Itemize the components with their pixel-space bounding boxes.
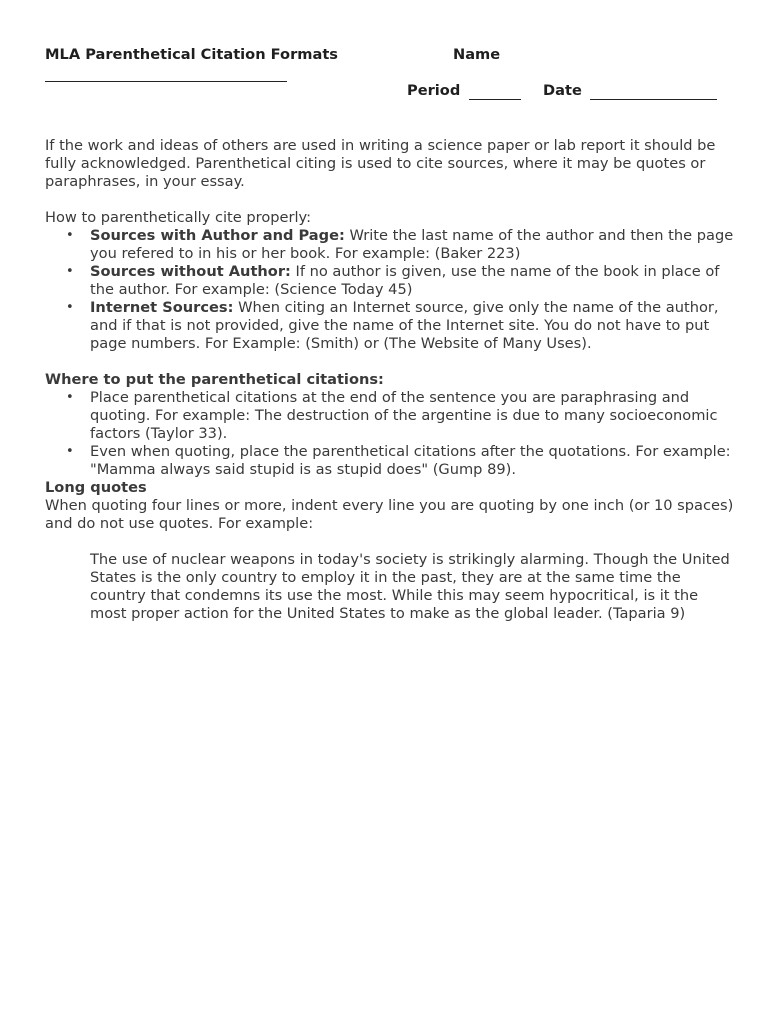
item-text: Write the last name of the author and then the page you refered to in his or her book. For example: (Baker 223) [90, 227, 734, 262]
document-title: MLA Parenthetical Citation Formats [45, 46, 338, 63]
where-heading: Where to put the parenthetical citations: [45, 371, 384, 388]
period-blank-line[interactable] [469, 99, 521, 100]
item-label: Sources without Author: [90, 263, 291, 280]
list-item: • Place parenthetical citations at the end of the sentence you are paraphrasing and quoting. For example: The destruction of the argentine is due to many socioeconomic factors (Taylor 33). [45, 389, 735, 443]
list-item: • Even when quoting, place the parenthetical citations after the quotations. For example: "Mamma always said stupid is as stupid does" (Gump 89). [45, 443, 735, 479]
date-blank-line[interactable] [590, 99, 717, 100]
item-label: Internet Sources: [90, 299, 234, 316]
name-label: Name [453, 46, 501, 63]
how-to-list [45, 227, 735, 353]
period-label: Period [407, 82, 461, 99]
item-text: If no author is given, use the name of the book in place of the author. For example: (Science Today 45) [90, 263, 720, 298]
list-item [45, 299, 735, 353]
intro-paragraph: If the work and ideas of others are used in writing a science paper or lab report it should be fully acknowledged. Parenthetical citing is used to cite sources, where it may be quotes or paraphrases, in your essay. [45, 137, 716, 190]
list-item [45, 227, 735, 263]
name-blank-line[interactable] [45, 81, 287, 82]
list-item [45, 263, 735, 299]
item-text: When citing an Internet source, give only the name of the author, and if that is not provided, give the name of the Internet site. You do not have to put page numbers. For Example: (Smith) or (The Website of Many Uses). [90, 299, 719, 352]
date-label: Date [543, 82, 582, 99]
where-list [45, 389, 735, 479]
item-label: Sources with Author and Page: [90, 227, 345, 244]
document-body [45, 137, 735, 623]
block-quote-example: The use of nuclear weapons in today's society is strikingly alarming. Though the United States is the only country to employ it in the past, they are at the same time the country that condemns its use the most. While this may seem hypocritical, is it the most proper action for the United States to make as the global leader. (Taparia 9) [90, 551, 730, 622]
how-to-heading: How to parenthetically cite properly: [45, 209, 312, 226]
long-quotes-heading: Long quotes [45, 479, 147, 496]
long-quotes-paragraph: When quoting four lines or more, indent every line you are quoting by one inch (or 10 spaces) and do not use quotes. For example: [45, 497, 734, 532]
